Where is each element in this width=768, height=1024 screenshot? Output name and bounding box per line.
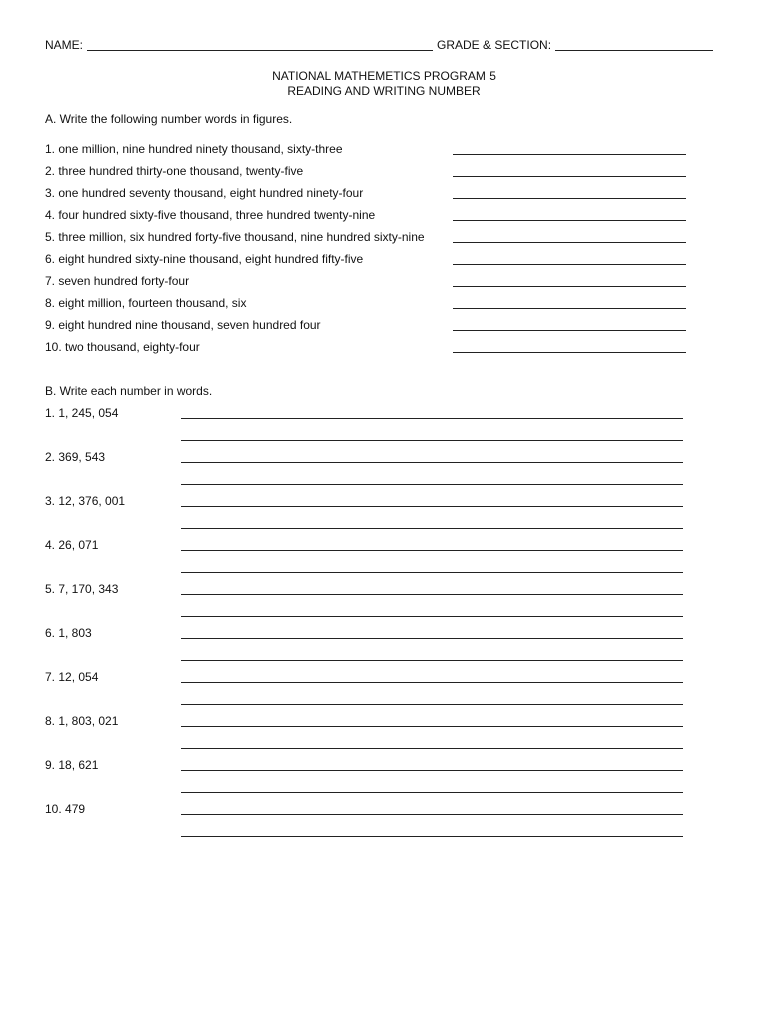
list-item	[45, 758, 690, 802]
grade-section-label: GRADE & SECTION:	[437, 38, 552, 52]
item-number: 7. 12, 054	[45, 670, 99, 684]
list-item	[45, 626, 690, 670]
item-text: 3. one hundred seventy thousand, eight hundred ninety-four	[45, 186, 364, 200]
list-item	[45, 406, 690, 450]
answer-line	[181, 418, 683, 419]
answer-line	[181, 660, 683, 661]
title-block	[0, 69, 768, 99]
answer-line	[453, 330, 686, 331]
list-item	[45, 340, 690, 362]
answer-line	[181, 484, 683, 485]
answer-line	[181, 704, 683, 705]
list-item	[45, 186, 690, 208]
list-item	[45, 318, 690, 340]
answer-line	[453, 286, 686, 287]
answer-line	[453, 352, 686, 353]
list-item	[45, 538, 690, 582]
answer-line	[181, 572, 683, 573]
list-item	[45, 296, 690, 318]
item-text: 2. three hundred thirty-one thousand, twenty-five	[45, 164, 304, 178]
name-label: NAME:	[45, 38, 84, 52]
answer-line	[453, 198, 686, 199]
answer-line	[181, 770, 683, 771]
section-b-heading: B. Write each number in words.	[45, 384, 213, 398]
list-item	[45, 494, 690, 538]
item-number: 4. 26, 071	[45, 538, 99, 552]
answer-line	[181, 748, 683, 749]
answer-line	[181, 792, 683, 793]
item-text: 8. eight million, fourteen thousand, six	[45, 296, 247, 310]
item-number: 5. 7, 170, 343	[45, 582, 119, 596]
list-item	[45, 208, 690, 230]
item-text: 10. two thousand, eighty-four	[45, 340, 200, 354]
section-a-heading: A. Write the following number words in figures.	[45, 112, 293, 126]
answer-line	[181, 528, 683, 529]
section-a-list	[45, 142, 690, 362]
item-text: 9. eight hundred nine thousand, seven hundred four	[45, 318, 321, 332]
answer-line	[181, 836, 683, 837]
answer-line	[453, 264, 686, 265]
name-blank-line	[87, 38, 433, 51]
answer-line	[181, 726, 683, 727]
item-number: 1. 1, 245, 054	[45, 406, 119, 420]
list-item	[45, 714, 690, 758]
item-number: 10. 479	[45, 802, 86, 816]
item-number: 2. 369, 543	[45, 450, 106, 464]
list-item	[45, 230, 690, 252]
item-text: 5. three million, six hundred forty-five thousand, nine hundred sixty-nine	[45, 230, 425, 244]
answer-line	[181, 682, 683, 683]
answer-line	[181, 550, 683, 551]
list-item	[45, 274, 690, 296]
section-b-list	[45, 406, 690, 846]
item-text: 4. four hundred sixty-five thousand, three hundred twenty-nine	[45, 208, 376, 222]
list-item	[45, 164, 690, 186]
answer-line	[181, 440, 683, 441]
item-text: 7. seven hundred forty-four	[45, 274, 190, 288]
answer-line	[453, 220, 686, 221]
item-number: 9. 18, 621	[45, 758, 99, 772]
header-row	[45, 38, 713, 52]
item-number: 8. 1, 803, 021	[45, 714, 119, 728]
answer-line	[181, 814, 683, 815]
item-number: 3. 12, 376, 001	[45, 494, 126, 508]
item-number: 6. 1, 803	[45, 626, 92, 640]
list-item	[45, 670, 690, 714]
answer-line	[453, 242, 686, 243]
program-title: NATIONAL MATHEMETICS PROGRAM 5	[272, 69, 496, 83]
answer-line	[181, 462, 683, 463]
list-item	[45, 142, 690, 164]
answer-line	[453, 176, 686, 177]
answer-line	[181, 506, 683, 507]
answer-line	[181, 594, 683, 595]
answer-line	[453, 308, 686, 309]
lesson-title: READING AND WRITING NUMBER	[287, 84, 481, 98]
grade-section-blank-line	[555, 38, 713, 51]
answer-line	[453, 154, 686, 155]
item-text: 6. eight hundred sixty-nine thousand, eight hundred fifty-five	[45, 252, 364, 266]
list-item	[45, 450, 690, 494]
list-item	[45, 252, 690, 274]
item-text: 1. one million, nine hundred ninety thousand, sixty-three	[45, 142, 343, 156]
list-item	[45, 802, 690, 846]
answer-line	[181, 616, 683, 617]
answer-line	[181, 638, 683, 639]
list-item	[45, 582, 690, 626]
